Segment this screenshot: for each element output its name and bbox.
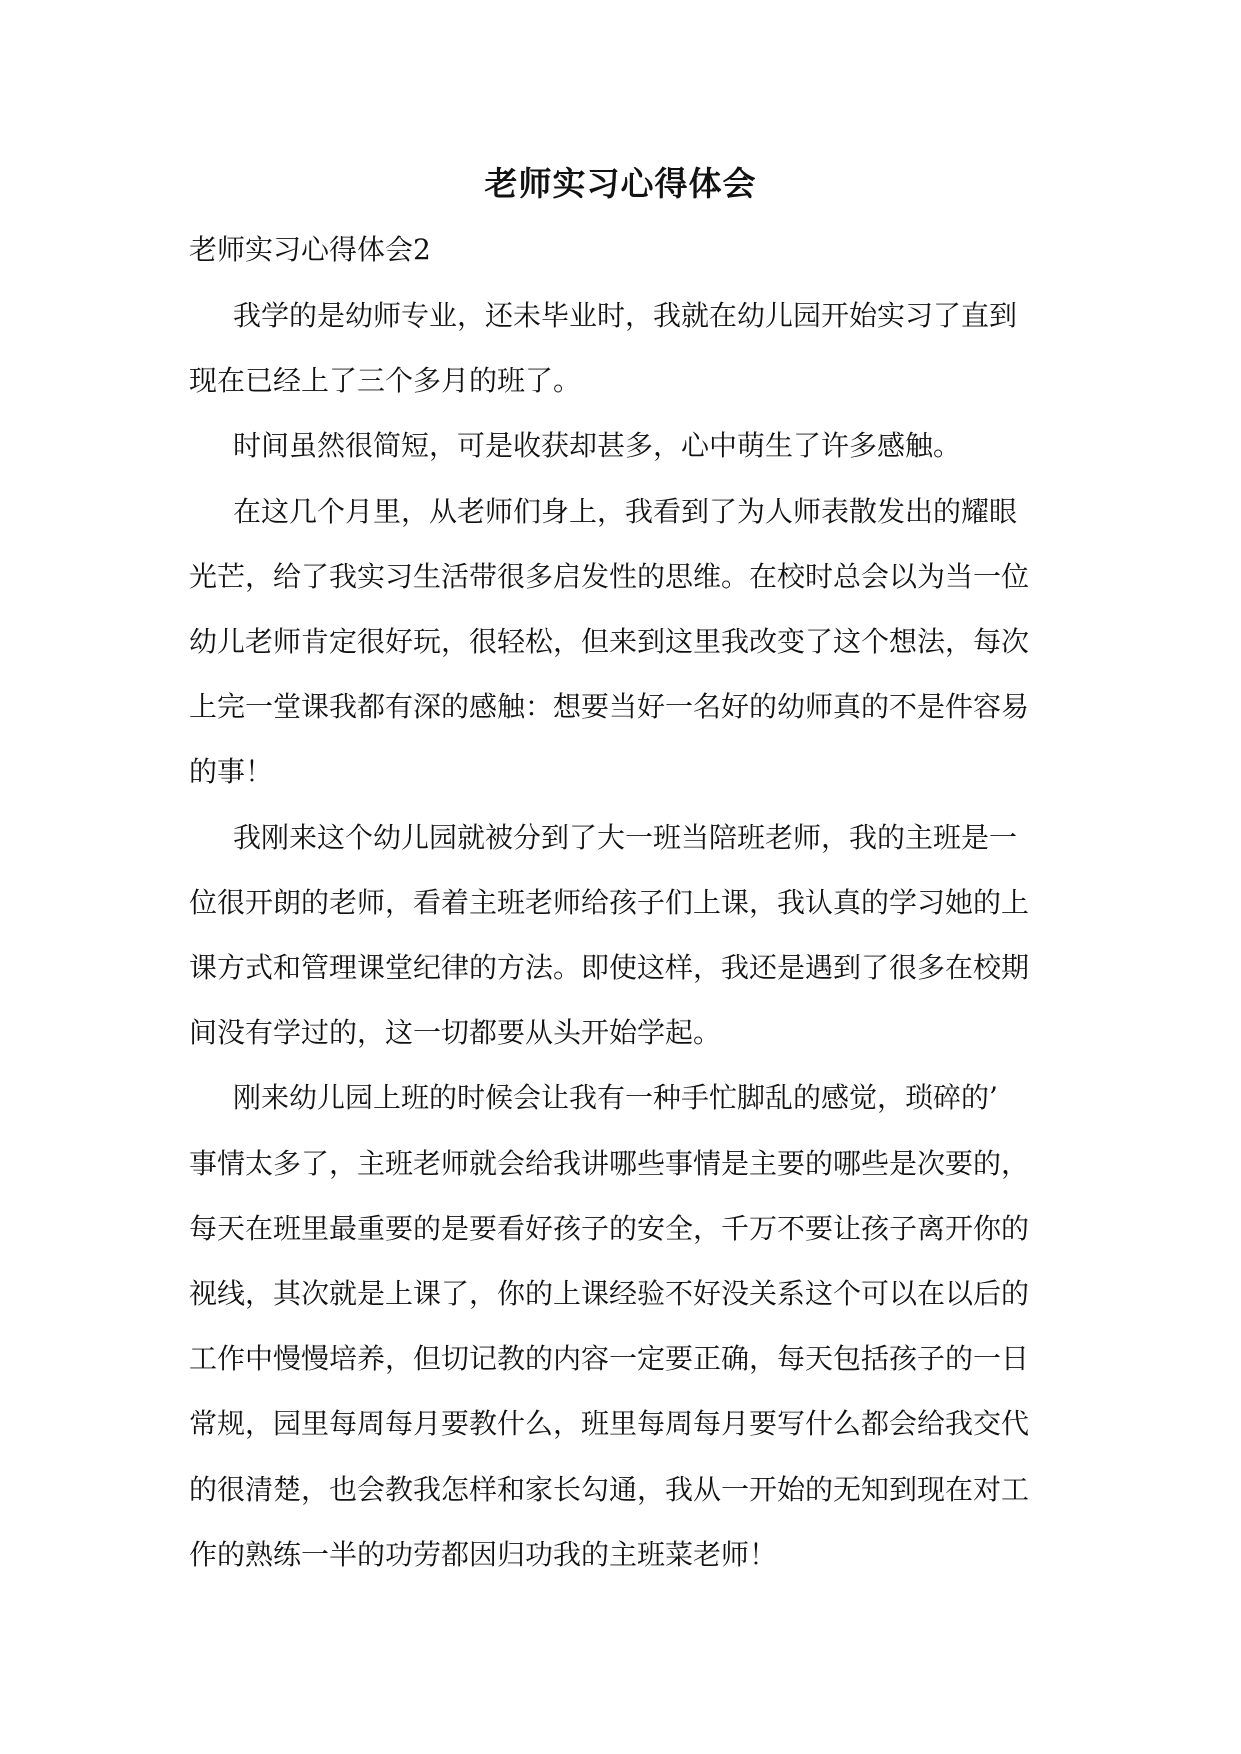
paragraph-line: 位很开朗的老师，看着主班老师给孩子们上课，我认真的学习她的上	[189, 886, 1030, 919]
paragraph-line: 上完一堂课我都有深的感触：想要当好一名好的幼师真的不是件容易	[189, 690, 1030, 723]
paragraph-line: 光芒，给了我实习生活带很多启发性的思维。在校时总会以为当一位	[189, 560, 1030, 593]
paragraph-line: 间没有学过的，这一切都要从头开始学起。	[189, 1016, 722, 1049]
paragraph-line: 我刚来这个幼儿园就被分到了大一班当陪班老师，我的主班是一	[233, 821, 1018, 854]
paragraph-line: 课方式和管理课堂纪律的方法。即使这样，我还是遇到了很多在校期	[189, 951, 1030, 984]
paragraph-line: 我学的是幼师专业，还未毕业时，我就在幼儿园开始实习了直到	[233, 299, 1018, 332]
paragraph-line: 的很清楚，也会教我怎样和家长勾通，我从一开始的无知到现在对工	[189, 1473, 1030, 1506]
paragraph-line: 现在已经上了三个多月的班了。	[189, 364, 582, 397]
paragraph-line: 工作中慢慢培养，但切记教的内容一定要正确，每天包括孩子的一日	[189, 1342, 1030, 1375]
paragraph-line: 在这几个月里，从老师们身上，我看到了为人师表散发出的耀眼	[233, 495, 1018, 528]
document-title: 老师实习心得体会	[484, 164, 757, 203]
paragraph-line: 每天在班里最重要的是要看好孩子的安全，千万不要让孩子离开你的	[189, 1212, 1030, 1245]
paragraph-line: 的事！	[189, 755, 274, 788]
paragraph-line: 刚来幼儿园上班的时候会让我有一种手忙脚乱的感觉，琐碎的’	[233, 1081, 998, 1114]
document-subtitle: 老师实习心得体会2	[189, 233, 431, 266]
paragraph-line: 时间虽然很简短，可是收获却甚多，心中萌生了许多感触。	[233, 429, 962, 462]
paragraph-line: 幼儿老师肯定很好玩，很轻松，但来到这里我改变了这个想法，每次	[189, 625, 1030, 658]
paragraph-line: 常规，园里每周每月要教什么，班里每周每月要写什么都会给我交代	[189, 1407, 1030, 1440]
paragraph-line: 视线，其次就是上课了，你的上课经验不好没关系这个可以在以后的	[189, 1277, 1030, 1310]
paragraph-line: 作的熟练一半的功劳都因归功我的主班菜老师！	[189, 1538, 778, 1571]
paragraph-line: 事情太多了，主班老师就会给我讲哪些事情是主要的哪些是次要的，	[189, 1147, 1030, 1180]
